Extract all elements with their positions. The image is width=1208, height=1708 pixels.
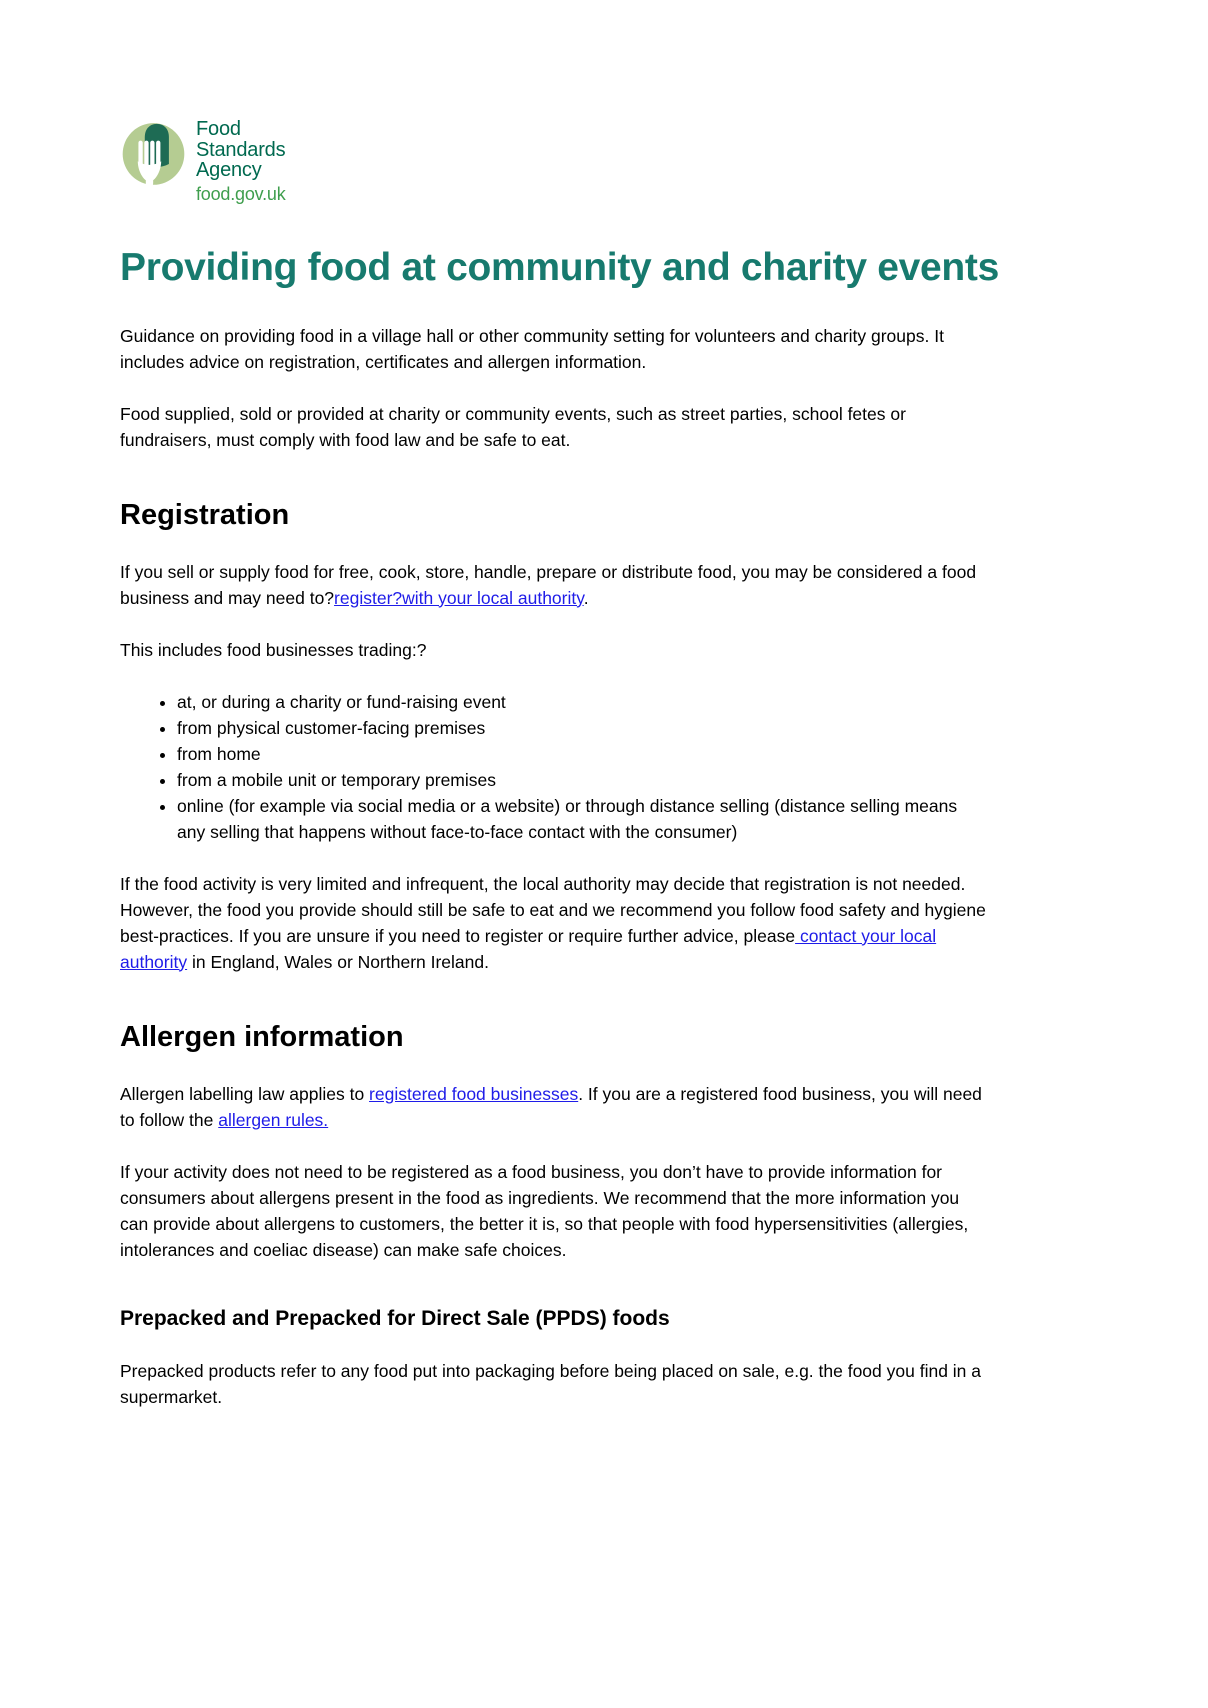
fsa-fork-icon: [120, 112, 187, 200]
list-item: • from a mobile unit or temporary premises: [177, 767, 970, 793]
registration-heading: Registration: [120, 498, 290, 531]
fsa-logo-name-line2: Standards: [196, 138, 286, 161]
fsa-logo-domain: food.gov.uk: [196, 183, 286, 204]
fsa-logo-text: [196, 112, 286, 205]
allergen-heading: Allergen information: [120, 1020, 404, 1053]
registration-p1-period: .: [583, 587, 589, 608]
ppds-paragraph-1: Prepacked products refer to any food put into packaging before being placed on sale, e.g. the food you find in a supermarket.: [120, 1360, 982, 1407]
registration-paragraph-2: This includes food businesses trading:?: [120, 639, 427, 660]
registration-paragraph-3: [120, 871, 988, 975]
registration-p3-text: If the food activity is very limited and infrequent, the local authority may decide that registration is not needed. However, the food you provide should still be safe to eat and we recommend you follow food safety and hygiene best-practices. If you are unsure if you need to register or require further advice, please: [120, 873, 986, 946]
page-title: Providing food at community and charity events: [120, 245, 1000, 289]
registered-food-businesses-link[interactable]: registered food businesses: [369, 1083, 579, 1104]
registration-p1-text: If you sell or supply food for free, cook, store, handle, prepare or distribute food, you may be considered a food business and may need to?: [120, 561, 977, 608]
fsa-logo-name-line3: Agency: [196, 159, 262, 181]
ppds-heading: Prepacked and Prepacked for Direct Sale (PPDS) foods: [120, 1306, 670, 1330]
list-item: • at, or during a charity or fund-raising event: [177, 689, 970, 715]
intro-paragraph-2: Food supplied, sold or provided at charity or community events, such as street parties, school fetes or fundraisers, must comply with food law and be safe to eat.: [120, 403, 906, 450]
intro-paragraph-1: Guidance on providing food in a village hall or other community setting for volunteers and charity groups. It includes advice on registration, certificates and allergen information.: [120, 325, 944, 372]
allergen-paragraph-2: If your activity does not need to be registered as a food business, you don’t have to provide information for consumers about allergens present in the food as ingredients. We recommend that the more information you can provide about allergens to customers, the better it is, so that people with food hypersensitivities (allergies, intolerances and coeliac disease) can make safe choices.: [120, 1161, 969, 1260]
list-item: • from home: [177, 741, 970, 767]
registration-p3-tail: in England, Wales or Northern Ireland.: [187, 951, 489, 972]
registration-paragraph-1: [120, 559, 988, 611]
allergen-rules-link[interactable]: allergen rules.: [218, 1109, 329, 1130]
register-local-authority-link[interactable]: register?with your local authority: [334, 587, 584, 608]
fsa-logo-name: [196, 119, 286, 181]
fsa-logo: [120, 112, 1088, 205]
allergen-paragraph-1: [120, 1081, 988, 1133]
fsa-logo-name-line1: Food: [196, 118, 241, 140]
trading-types-list: [120, 689, 970, 845]
list-item: • from physical customer-facing premises: [177, 715, 970, 741]
list-item: • online (for example via social media or a website) or through distance selling (distance selling means any selling that happens without face-to-face contact with the consumer): [177, 793, 970, 845]
allergen-p1-mid-text: . If you are a registered food business, you will need to follow the: [120, 1083, 982, 1130]
contact-local-authority-link[interactable]: contact your local authority: [120, 925, 937, 972]
allergen-p1-text: Allergen labelling law applies to: [120, 1083, 370, 1104]
